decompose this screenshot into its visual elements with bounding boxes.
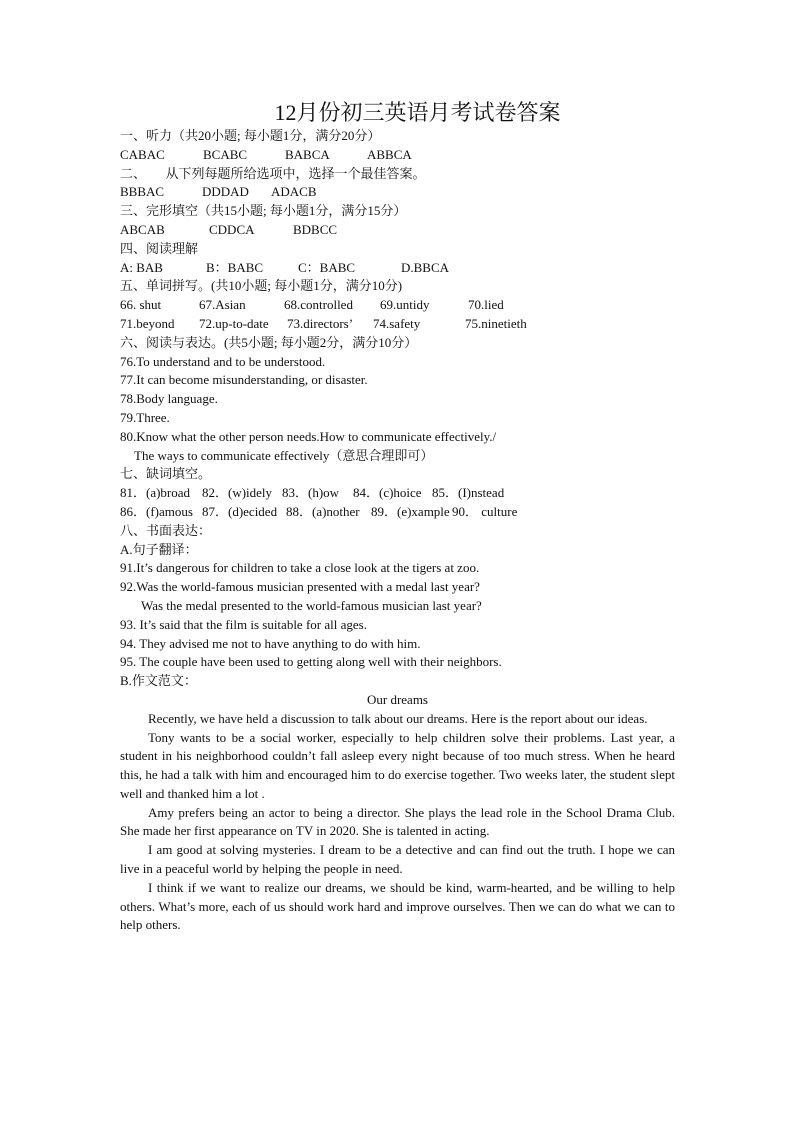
translation-line: 93. It’s said that the film is suitable for all ages. [120, 616, 367, 632]
answer-group: BABCA [285, 146, 330, 162]
translation-line: 92.Was the world-famous musician presented with a medal last year? [120, 579, 480, 595]
section-5-row-1 [120, 296, 675, 315]
section-1-answers [120, 146, 675, 165]
answer-line: 80.Know what the other person needs.How to communicate effectively./ [120, 428, 497, 444]
answer-sheet [120, 100, 675, 935]
section-3-answers [120, 221, 675, 240]
answer-item: 86．(f)amous [120, 503, 193, 519]
essay-paragraph: I am good at solving mysteries. I dream to be a detective and can find out the truth. I hope we can live in a peaceful world by helping the people in need. [120, 842, 675, 877]
translation-line: 91.It’s dangerous for children to take a close look at the tigers at zoo. [120, 560, 480, 576]
section-5-heading: 五、单词拼写。(共10小题; 每小题1分，满分10分) [120, 278, 403, 294]
answer-group: BDBCC [293, 221, 338, 237]
answer-item: 88．(a)nother [286, 503, 360, 519]
answer-line: The ways to communicate effectively（意思合理即可） [134, 447, 434, 463]
answer-item: 66. shut [120, 297, 162, 313]
translation-line: 94. They advised me not to have anything to do with him. [120, 635, 421, 651]
answer-group: ADACB [271, 184, 317, 200]
answer-group: CDDCA [209, 221, 255, 237]
section-6-heading: 六、阅读与表达。(共5小题; 每小题2分，满分10分） [120, 334, 418, 350]
section-3-heading: 三、完形填空（共15小题; 每小题1分，满分15分） [120, 203, 407, 219]
section-8-heading: 八、书面表达： [120, 522, 212, 538]
answer-line: 78.Body language. [120, 391, 218, 407]
section-1-heading: 一、听力（共20小题; 每小题1分，满分20分） [120, 128, 381, 143]
answer-item: 71.beyond [120, 315, 175, 331]
answer-line: 79.Three. [120, 409, 170, 425]
answer-item: 90． culture [452, 503, 518, 519]
answer-group: BBBAC [120, 184, 165, 200]
answer-item: 74.safety [373, 315, 421, 331]
section-2-heading: 二、 从下列每题所给选项中，选择一个最佳答案。 [120, 165, 426, 181]
answer-item: 85．(I)nstead [432, 485, 505, 501]
section-2-answers [120, 183, 675, 202]
answer-group: ABBCA [367, 146, 412, 162]
answer-group: ABCAB [120, 221, 165, 237]
answer-item: 72.up-to-date [199, 315, 269, 331]
answer-group: B：BABC [206, 259, 264, 275]
translation-line: Was the medal presented to the world-famous musician last year? [141, 597, 482, 613]
answer-line: 77.It can become misunderstanding, or disaster. [120, 372, 368, 388]
essay-title: Our dreams [366, 691, 428, 707]
section-7-row-2 [120, 503, 675, 522]
essay-paragraph: Tony wants to be a social worker, especially to help children solve their problems. Last year, a student in his neighborhood couldn’t fall asleep every night because of too much stress. When he heard this, he had a talk with him and encouraged him to do exercise together. Two weeks later, the student slept well and thanked him a lot . [120, 729, 675, 801]
section-7-heading: 七、缺词填空。 [120, 466, 212, 482]
answer-item: 75.ninetieth [465, 315, 527, 331]
answer-item: 69.untidy [380, 297, 430, 313]
document-title: 12月份初三英语月考试卷答案 [274, 100, 561, 125]
section-7-row-1 [120, 484, 675, 503]
answer-group: BCABC [203, 146, 248, 162]
answer-group: D.BBCA [401, 259, 450, 275]
answer-item: 87．(d)ecided [202, 503, 278, 519]
section-5-row-2 [120, 315, 675, 334]
essay-paragraph: I think if we want to realize our dreams, we should be kind, warm-hearted, and be willing to help others. What’s more, each of us should work hard and improve ourselves. Then we can do what we can to help others. [120, 879, 675, 933]
answer-group: DDDAD [202, 184, 249, 200]
answer-item: 73.directors’ [287, 315, 354, 331]
answer-item: 67.Asian [199, 297, 246, 313]
answer-item: 68.controlled [284, 297, 353, 313]
answer-item: 83．(h)ow [282, 485, 340, 501]
answer-item: 82．(w)idely [202, 485, 273, 501]
answer-group: C：BABC [298, 259, 356, 275]
answer-item: 89．(e)xample [371, 503, 450, 519]
section-4-heading: 四、阅读理解 [120, 240, 199, 256]
answer-item: 84．(c)hoice [353, 485, 422, 501]
answer-group: CABAC [120, 146, 165, 162]
translation-line: 95. The couple have been used to getting along well with their neighbors. [120, 654, 502, 670]
answer-line: 76.To understand and to be understood. [120, 353, 326, 369]
essay-paragraph: Recently, we have held a discussion to talk about our dreams. Here is the report about our ideas. [148, 710, 648, 726]
subsection-b-heading: B.作文范文： [120, 673, 197, 689]
subsection-a-heading: A.句子翻译： [120, 541, 198, 557]
answer-item: 70.lied [468, 297, 504, 313]
answer-item: 81．(a)broad [120, 485, 191, 501]
section-4-answers [120, 259, 675, 278]
essay-paragraph: Amy prefers being an actor to being a director. She plays the lead role in the School Drama Club. She made her first appearance on TV in 2020. She is talented in acting. [120, 804, 675, 839]
answer-group: A: BAB [120, 259, 163, 275]
